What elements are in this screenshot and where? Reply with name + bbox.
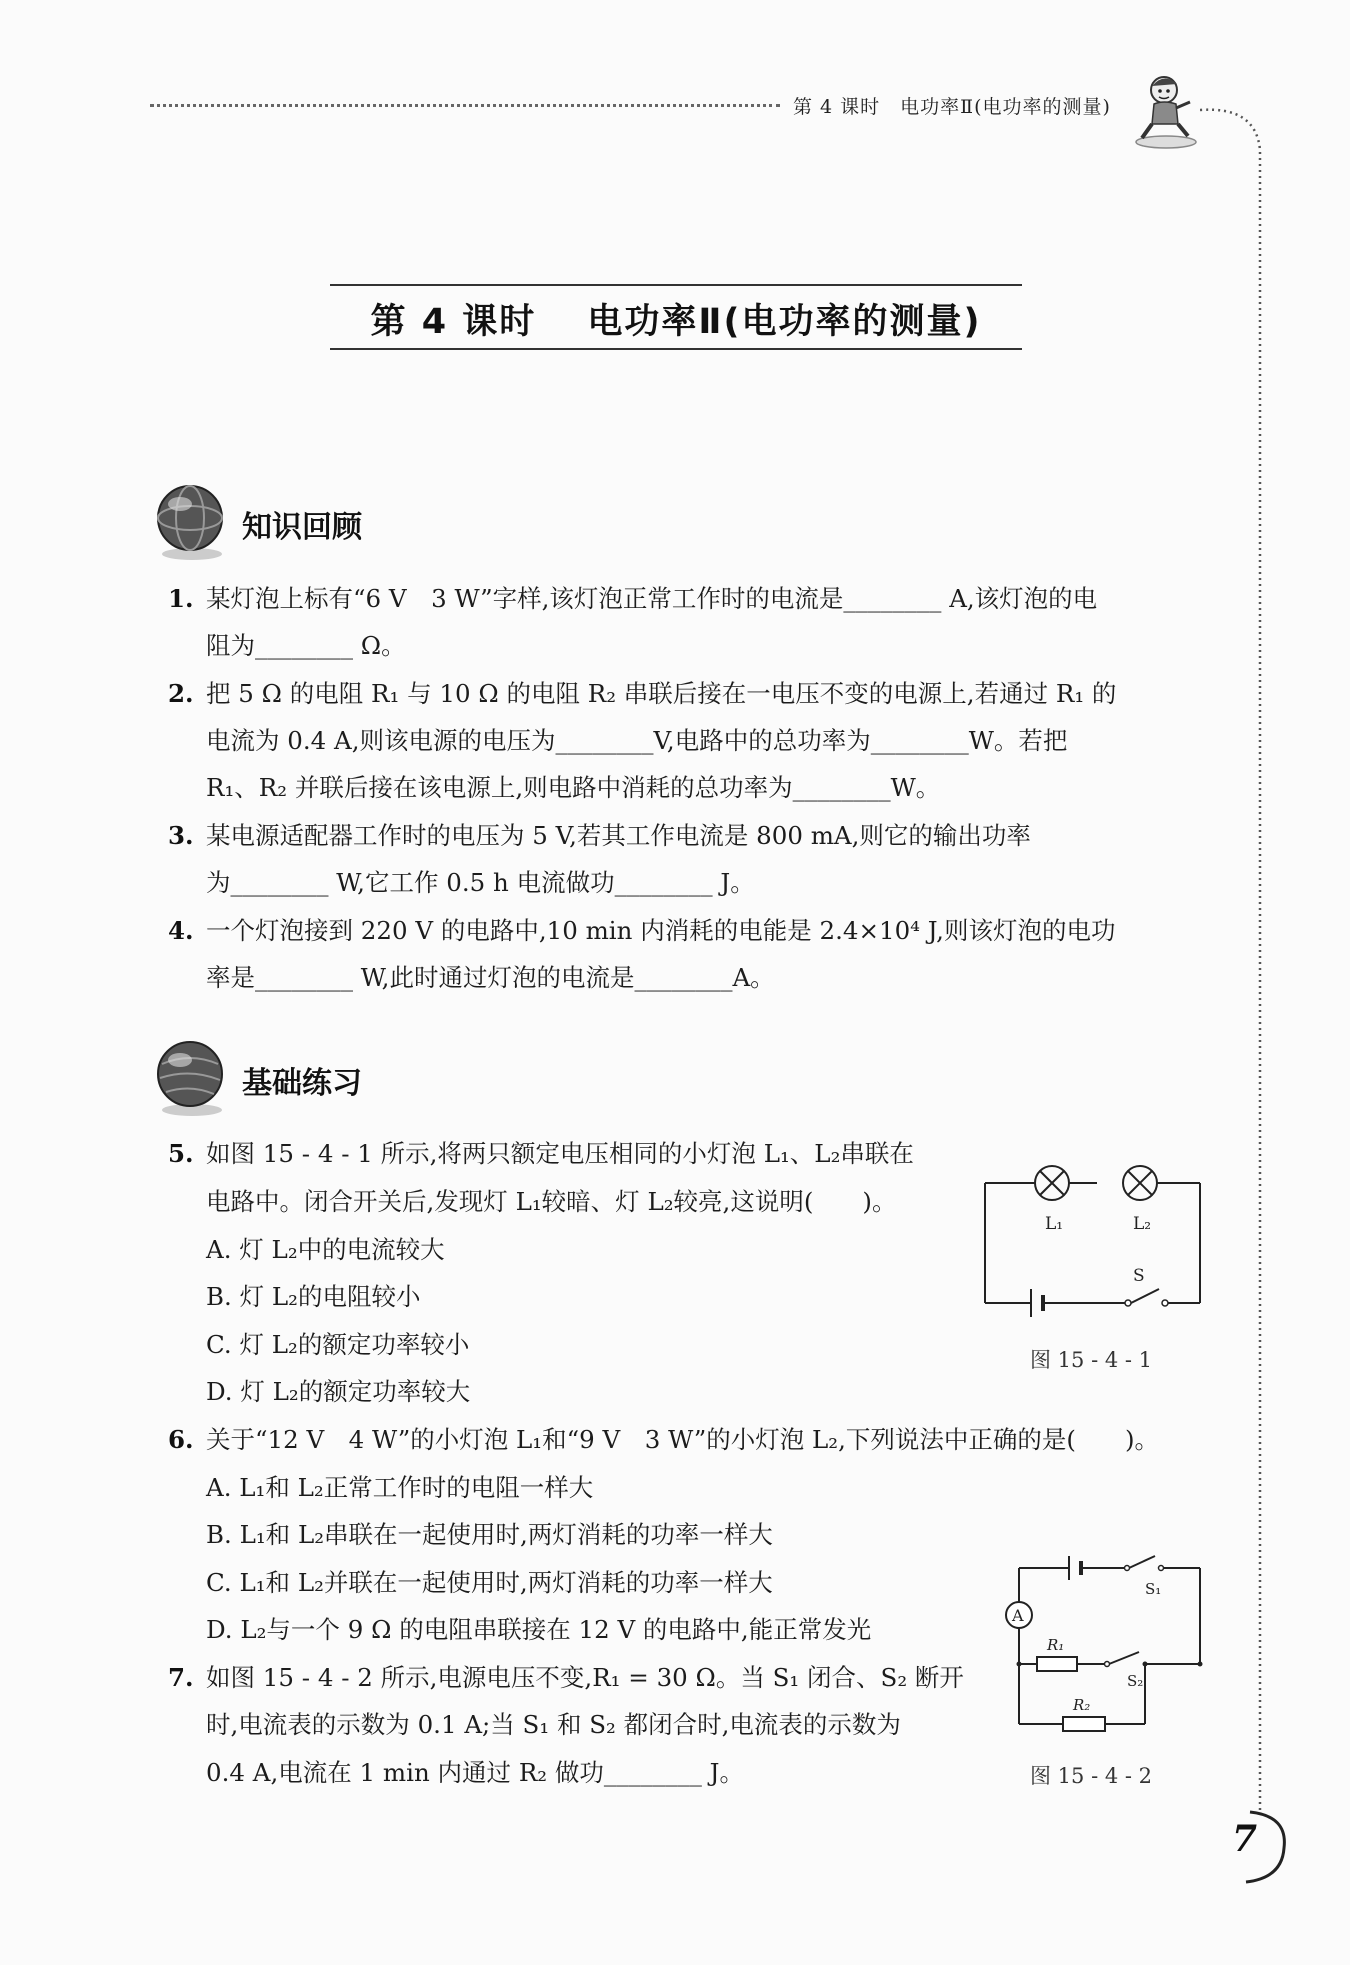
lamp-icon	[1040, 1171, 1064, 1195]
globe-icon	[152, 482, 232, 562]
label-s: S	[1133, 1266, 1145, 1286]
q6-option-c: C. L₁和 L₂并联在一起使用时,两灯消耗的功率一样大	[206, 1568, 773, 1597]
label-a: A	[1012, 1606, 1024, 1625]
circuit-diagram-2	[995, 1548, 1215, 1748]
section-basic	[152, 1038, 452, 1118]
q5-option-d: D. 灯 L₂的额定功率较大	[206, 1377, 471, 1406]
q5-option-b: B. 灯 L₂的电阻较小	[206, 1282, 421, 1311]
figure-caption-2: 图 15 - 4 - 2	[1030, 1764, 1153, 1788]
circuit-diagram-1	[975, 1155, 1215, 1325]
q5-option-a: A. 灯 L₂中的电流较大	[206, 1235, 445, 1264]
q6-option-a: A. L₁和 L₂正常工作时的电阻一样大	[206, 1473, 594, 1502]
q2-line-1: 把 5 Ω 的电阻 R₁ 与 10 Ω 的电阻 R₂ 串联后接在一电压不变的电源上,若通过 R₁ 的	[206, 679, 1117, 708]
q6-line-1: 关于“12 V 4 W”的小灯泡 L₁和“9 V 3 W”的小灯泡 L₂,下列说法中正确的是( )。	[206, 1425, 1160, 1454]
lamp-icon	[1128, 1171, 1152, 1195]
header-dotted-rule	[150, 104, 780, 107]
label-l1: L₁	[1045, 1214, 1064, 1234]
running-header: 第 4 课时 电功率Ⅱ(电功率的测量)	[793, 96, 1111, 118]
figure-caption-1: 图 15 - 4 - 1	[1030, 1348, 1153, 1372]
q5-line-1: 如图 15 - 4 - 1 所示,将两只额定电压相同的小灯泡 L₁、L₂串联在	[206, 1139, 914, 1168]
q7-line-3: 0.4 A,电流在 1 min 内通过 R₂ 做功________ J。	[206, 1758, 744, 1787]
q3-line-1: 某电源适配器工作时的电压为 5 V,若其工作电流是 800 mA,则它的输出功率	[206, 821, 1031, 850]
lesson-title: 第 4 课时 电功率Ⅱ(电功率的测量)	[370, 302, 982, 342]
question-number: 7.	[168, 1663, 194, 1692]
page-number: 7	[1232, 1818, 1258, 1860]
q4-line-1: 一个灯泡接到 220 V 的电路中,10 min 内消耗的电能是 2.4×10⁴ J,则该灯泡的电功	[206, 916, 1116, 945]
q2-line-2: 电流为 0.4 A,则该电源的电压为________V,电路中的总功率为________W。若把	[206, 726, 1068, 755]
q5-option-c: C. 灯 L₂的额定功率较小	[206, 1330, 470, 1359]
section-basic-title: 基础练习	[242, 1066, 362, 1101]
switch-icon	[1125, 1300, 1131, 1306]
resistor-r2	[1063, 1717, 1105, 1731]
q1-line-1: 某灯泡上标有“6 V 3 W”字样,该灯泡正常工作时的电流是________ A,该灯泡的电	[206, 584, 1098, 613]
question-number: 6.	[168, 1425, 194, 1454]
q4-line-2: 率是________ W,此时通过灯泡的电流是________A。	[206, 963, 775, 992]
q7-line-2: 时,电流表的示数为 0.1 A;当 S₁ 和 S₂ 都闭合时,电流表的示数为	[206, 1710, 901, 1739]
label-r2: R₂	[1073, 1696, 1091, 1714]
switch-icon	[1105, 1662, 1110, 1667]
label-s2: S₂	[1127, 1672, 1144, 1690]
q7-line-1: 如图 15 - 4 - 2 所示,电源电压不变,R₁ = 30 Ω。当 S₁ 闭合、S₂ 断开	[206, 1663, 964, 1692]
question-number: 2.	[168, 679, 194, 708]
q6-option-b: B. L₁和 L₂串联在一起使用时,两灯消耗的功率一样大	[206, 1520, 773, 1549]
page-number-badge	[1222, 1808, 1290, 1886]
battery-icon	[1069, 1556, 1081, 1580]
globe-icon	[152, 1038, 232, 1118]
switch-icon	[1125, 1566, 1130, 1571]
battery-icon	[1031, 1289, 1043, 1317]
resistor-r1	[1037, 1657, 1077, 1671]
q6-option-d: D. L₂与一个 9 Ω 的电阻串联接在 12 V 的电路中,能正常发光	[206, 1615, 872, 1644]
lesson-title-box	[330, 284, 1022, 350]
question-number: 4.	[168, 916, 194, 945]
q2-line-3: R₁、R₂ 并联后接在该电源上,则电路中消耗的总功率为________W。	[206, 773, 941, 802]
label-l2: L₂	[1133, 1214, 1152, 1234]
question-number: 5.	[168, 1139, 194, 1168]
q1-line-2: 阻为________ Ω。	[206, 631, 406, 660]
section-review	[152, 482, 452, 562]
mascot-icon	[1130, 72, 1202, 150]
q3-line-2: 为________ W,它工作 0.5 h 电流做功________ J。	[206, 868, 755, 897]
question-number: 1.	[168, 584, 194, 613]
section-review-title: 知识回顾	[242, 510, 362, 545]
label-s1: S₁	[1145, 1580, 1162, 1598]
label-r1: R₁	[1047, 1636, 1065, 1654]
q5-line-2: 电路中。闭合开关后,发现灯 L₁较暗、灯 L₂较亮,这说明( )。	[206, 1187, 897, 1216]
question-number: 3.	[168, 821, 194, 850]
